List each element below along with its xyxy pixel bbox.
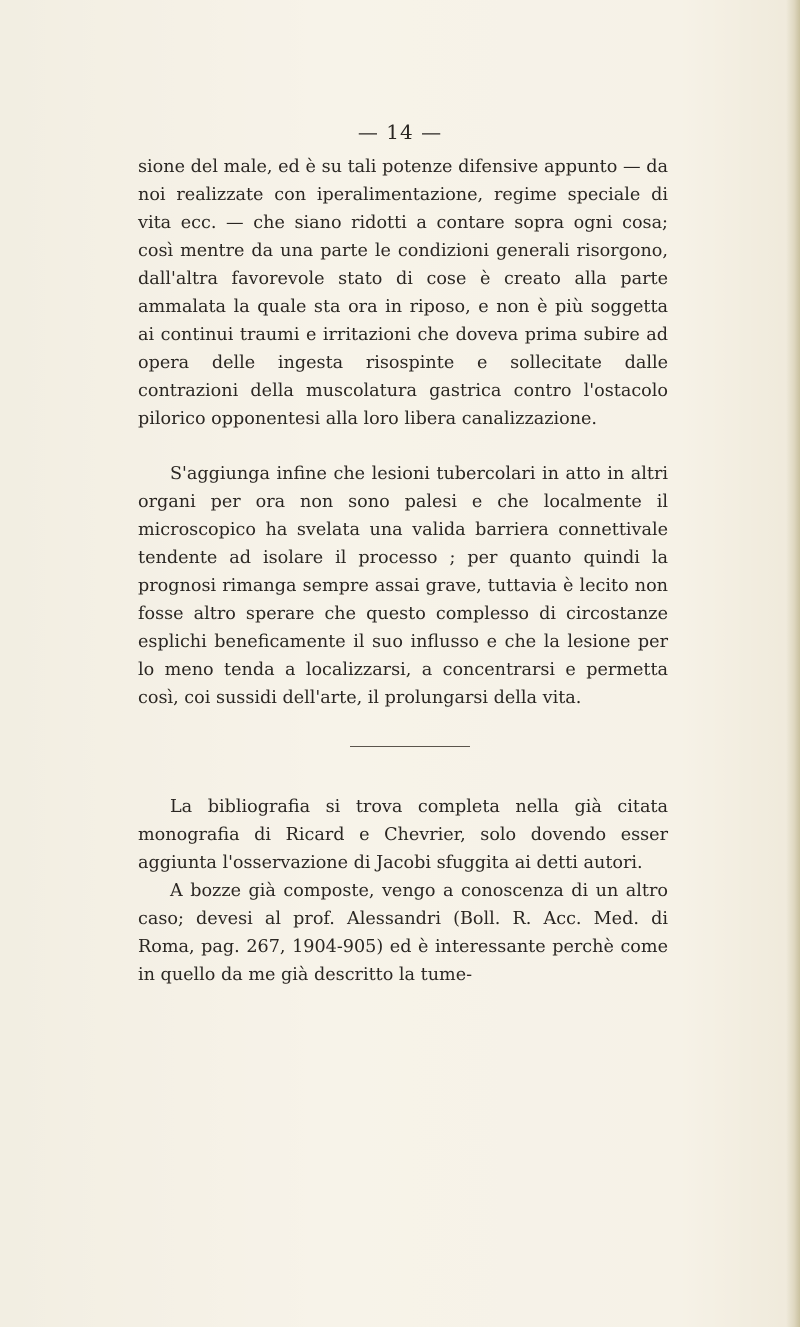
paragraph-addendum: A bozze già composte, vengo a conoscenza di un altro caso; devesi al prof. Alessandri (Boll. R. Acc. Med. di Roma, pag. 267, 1904-905) ed è interessante perchè come in quello da me già descritto la tume- xyxy=(138,881,668,985)
paragraph-1: sione del male, ed è su tali potenze difensive appunto — da noi realizzate con iperalimentazione, regime speciale di vita ecc. — che siano ridotti a contare sopra ogni cosa; così mentre da una parte le condizioni generali risorgono, dall'altra favorevole stato di cose è creato alla parte ammalata la quale sta ora in riposo, e non è più soggetta ai continui traumi e irritazioni che doveva prima subire ad opera delle ingesta risospinte e sollecitate dalle contrazioni della muscolatura gastrica contro l'ostacolo pilorico opponentesi alla loro libera canalizzazione. xyxy=(138,157,668,429)
section-divider xyxy=(350,746,470,747)
page-number: — 14 — xyxy=(357,120,443,144)
paragraph-2: S'aggiunga infine che lesioni tubercolari in atto in altri organi per ora non sono palesi e che localmente il microscopico ha svelata una valida barriera connettivale tendente ad isolare il processo ; per quanto quindi la prognosi rimanga sempre assai grave, tuttavia è lecito non fosse altro sperare che questo complesso di circostanze esplichi beneficamente il suo influsso e che la lesione per lo meno tenda a localizzarsi, a concentrarsi e permetta così, coi sussidi dell'arte, il prolungarsi della vita. xyxy=(138,464,668,708)
paragraph-bibliography: La bibliografia si trova completa nella già citata monografia di Ricard e Chevrier, solo dovendo esser aggiunta l'osservazione di Jacobi sfuggita ai detti autori. xyxy=(138,797,668,873)
page-edge-shadow xyxy=(786,0,800,1327)
